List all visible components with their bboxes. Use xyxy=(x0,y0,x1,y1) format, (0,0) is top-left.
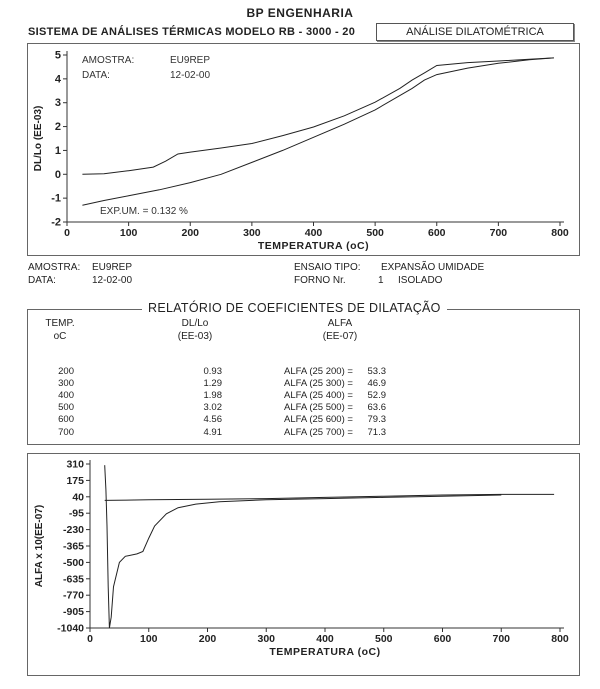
row-alfa-label: ALFA (25 400) = xyxy=(284,390,353,401)
x-axis-label: TEMPERATURA (oC) xyxy=(269,646,381,658)
x-tick-label: 700 xyxy=(492,633,511,645)
row-alfa-value: 79.3 xyxy=(367,414,386,425)
system-subtitle: SISTEMA DE ANÁLISES TÉRMICAS MODELO RB - 3000 - 20 xyxy=(28,26,356,38)
y-tick-label: -635 xyxy=(62,573,84,586)
y-tick-label: 40 xyxy=(72,491,84,504)
data-value: 12-02-00 xyxy=(92,275,133,286)
y-tick-label: 5 xyxy=(54,49,61,62)
x-tick-label: 200 xyxy=(181,227,200,239)
row-temp: 300 xyxy=(58,378,74,389)
y-tick-label: 4 xyxy=(54,73,61,86)
x-tick-label: 700 xyxy=(489,227,508,239)
x-tick-label: 300 xyxy=(243,227,261,239)
y-tick-label: 310 xyxy=(66,458,84,471)
row-temp: 400 xyxy=(58,390,74,401)
row-temp: 500 xyxy=(58,402,74,413)
row-alfa-value: 46.9 xyxy=(367,378,386,389)
x-tick-label: 300 xyxy=(257,633,276,645)
col-dl-unit: (EE-03) xyxy=(177,331,213,342)
col-temp-header: TEMP. xyxy=(45,318,75,329)
row-alfa-label: ALFA (25 600) = xyxy=(284,414,353,425)
y-tick-label: -365 xyxy=(62,540,84,553)
col-alfa-header: ALFA xyxy=(327,318,353,329)
row-dl: 0.93 xyxy=(203,366,222,377)
ensaio-value: EXPANSÃO UMIDADE xyxy=(381,262,485,273)
row-alfa-label: ALFA (25 500) = xyxy=(284,402,353,413)
y-tick-label: -905 xyxy=(62,606,84,619)
col-alfa-unit: (EE-07) xyxy=(322,331,358,342)
row-temp: 700 xyxy=(58,427,74,438)
app-title: BP ENGENHARIA xyxy=(246,6,354,20)
x-axis-label: TEMPERATURA (oC) xyxy=(257,240,370,252)
y-tick-label: 1 xyxy=(54,144,61,157)
alfa-chart-frame xyxy=(27,453,580,676)
y-tick-label: 3 xyxy=(54,97,61,110)
amostra-label: AMOSTRA: xyxy=(28,262,81,273)
y-tick-label: 175 xyxy=(66,474,84,487)
chart-data-value: 12-02-00 xyxy=(170,70,211,81)
y-tick-label: -1 xyxy=(51,192,61,205)
x-tick-label: 0 xyxy=(87,633,93,645)
row-temp: 200 xyxy=(58,366,74,377)
forno-value: 1 xyxy=(378,275,384,286)
y-tick-label: 2 xyxy=(54,121,61,134)
x-tick-label: 0 xyxy=(64,227,70,239)
y-axis-label: ALFA x 10(EE-07) xyxy=(34,504,45,588)
dilatometry-chart-frame xyxy=(27,43,580,256)
chart-amostra-label: AMOSTRA: xyxy=(82,55,135,66)
chart-amostra-value: EU9REP xyxy=(170,55,211,66)
col-dl-header: DL/Lo xyxy=(181,318,209,329)
chart-data-label: DATA: xyxy=(82,70,110,81)
x-tick-label: 600 xyxy=(433,633,452,645)
row-alfa-value: 63.6 xyxy=(367,402,386,413)
amostra-value: EU9REP xyxy=(92,262,133,273)
x-tick-label: 800 xyxy=(551,633,569,645)
x-tick-label: 400 xyxy=(316,633,334,645)
x-tick-label: 400 xyxy=(304,227,323,239)
row-dl: 1.29 xyxy=(203,378,222,389)
exp-um-annotation: EXP.UM. = 0.132 % xyxy=(100,206,188,217)
row-temp: 600 xyxy=(58,414,74,425)
data-label: DATA: xyxy=(28,275,56,286)
row-dl: 1.98 xyxy=(203,390,222,401)
y-tick-label: -1040 xyxy=(57,622,84,635)
y-tick-label: -230 xyxy=(62,524,84,537)
x-tick-label: 200 xyxy=(198,633,217,645)
x-tick-label: 500 xyxy=(374,633,393,645)
forno-mode: ISOLADO xyxy=(398,275,443,286)
x-tick-label: 600 xyxy=(427,227,446,239)
row-alfa-label: ALFA (25 200) = xyxy=(284,366,353,377)
forno-label: FORNO Nr. xyxy=(294,275,346,286)
x-tick-label: 100 xyxy=(119,227,138,239)
x-tick-label: 800 xyxy=(551,227,569,239)
row-dl: 3.02 xyxy=(203,402,222,413)
y-axis-label: DL/Lo (EE-03) xyxy=(33,105,44,172)
row-dl: 4.56 xyxy=(203,414,222,425)
ensaio-label: ENSAIO TIPO: xyxy=(294,262,361,273)
row-alfa-label: ALFA (25 300) = xyxy=(284,378,353,389)
row-alfa-value: 52.9 xyxy=(367,390,386,401)
row-alfa-value: 53.3 xyxy=(367,366,386,377)
y-tick-label: -95 xyxy=(68,507,84,520)
col-temp-unit: oC xyxy=(53,331,67,342)
analysis-type-badge: ANÁLISE DILATOMÉTRICA xyxy=(376,23,574,41)
x-tick-label: 100 xyxy=(139,633,158,645)
row-alfa-label: ALFA (25 700) = xyxy=(284,427,353,438)
row-alfa-value: 71.3 xyxy=(367,427,386,438)
row-dl: 4.91 xyxy=(203,427,222,438)
y-tick-label: -2 xyxy=(51,216,61,229)
report-title: RELATÓRIO DE COEFICIENTES DE DILATAÇÃO xyxy=(142,301,447,315)
y-tick-label: 0 xyxy=(54,168,61,181)
y-tick-label: -770 xyxy=(62,589,84,602)
y-tick-label: -500 xyxy=(62,556,84,569)
x-tick-label: 500 xyxy=(366,227,384,239)
